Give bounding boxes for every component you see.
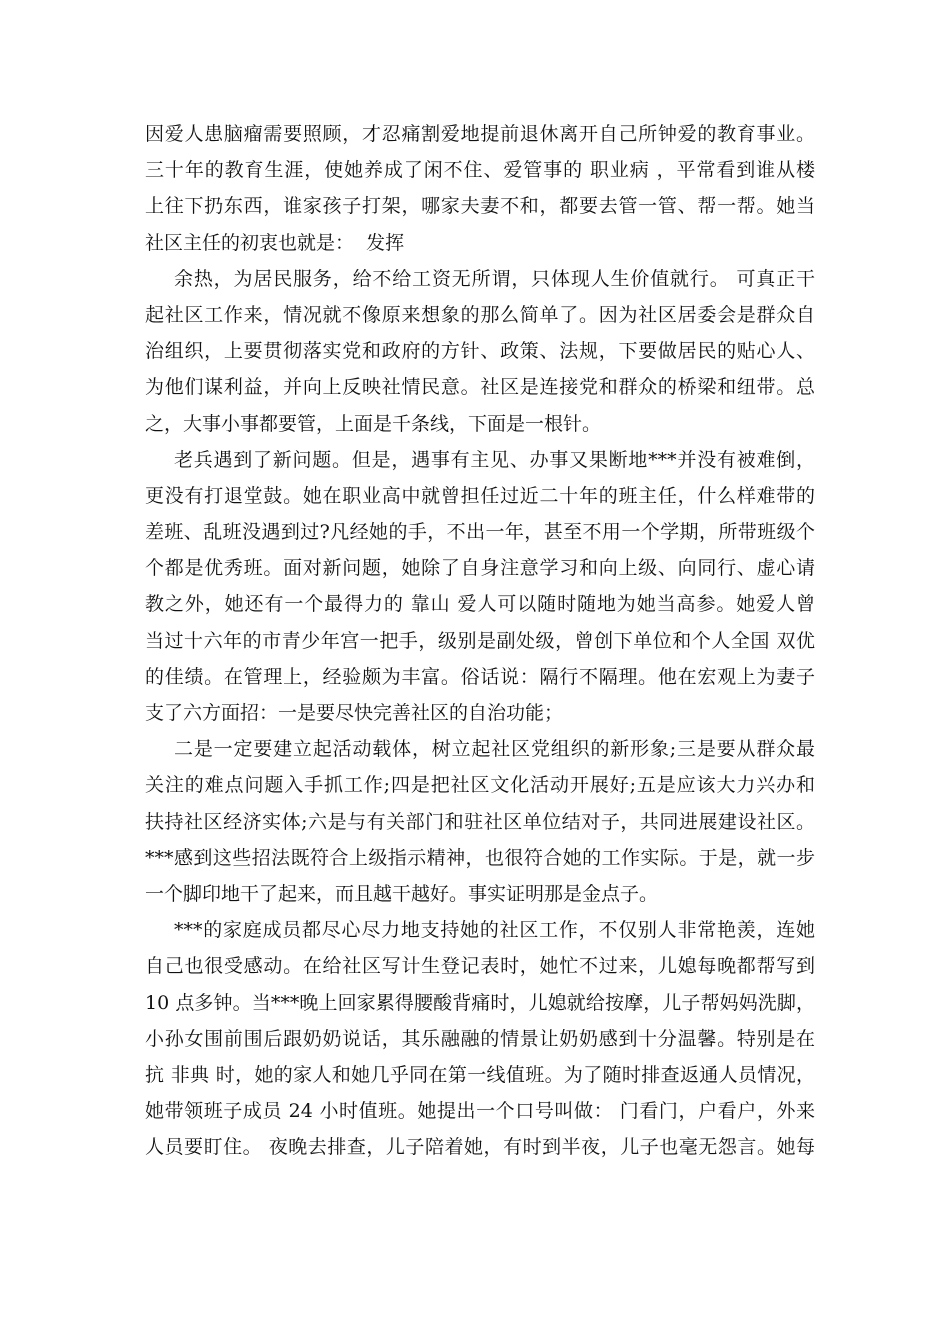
- text-line: 余热，为居民服务，给不给工资无所谓，只体现人生价值就行。 可真正干: [174, 267, 815, 290]
- text-line: 之，大事小事都要管，上面是千条线，下面是一根针。: [145, 412, 602, 435]
- text-line: 个都是优秀班。面对新问题，她除了自身注意学习和向上级、向同行、虚心请: [145, 557, 815, 580]
- text-line: 二是一定要建立起活动载体，树立起社区党组织的新形象;三是要从群众最: [174, 738, 815, 761]
- text-line: 社区主任的初衷也就是： 发挥: [145, 231, 405, 254]
- text-line: 三十年的教育生涯，使她养成了闲不住、爱管事的 职业病 ，平常看到谁从楼: [145, 159, 815, 182]
- text-line: 人员要盯住。 夜晚去排查，儿子陪着她，有时到半夜，儿子也毫无怨言。她每: [145, 1136, 815, 1159]
- text-line: 小孙女围前围后跟奶奶说话，其乐融融的情景让奶奶感到十分温馨。特别是在: [145, 1027, 815, 1050]
- text-line: 当过十六年的市青少年宫一把手，级别是副处级，曾创下单位和个人全国 双优: [145, 629, 815, 652]
- text-line: 的佳绩。在管理上，经验颇为丰富。俗话说：隔行不隔理。他在宏观上为妻子: [145, 665, 815, 688]
- text-line: 为他们谋利益，并向上反映社情民意。社区是连接党和群众的桥梁和纽带。总: [145, 376, 815, 399]
- text-line: 教之外，她还有一个最得力的 靠山 爱人可以随时随地为她当高参。她爱人曾: [145, 593, 815, 616]
- text-line: 一个脚印地干了起来，而且越干越好。事实证明那是金点子。: [145, 882, 659, 905]
- text-line: 10 点多钟。当***晚上回家累得腰酸背痛时，儿媳就给按摩，儿子帮妈妈洗脚，: [145, 991, 815, 1014]
- text-line: 自己也很受感动。在给社区写计生登记表时，她忙不过来，儿媳每晚都帮写到: [145, 955, 815, 978]
- text-line: 因爱人患脑瘤需要照顾，才忍痛割爱地提前退休离开自己所钟爱的教育事业。: [145, 123, 815, 145]
- text-line: 抗 非典 时，她的家人和她几乎同在第一线值班。为了随时排查返通人员情况，: [145, 1063, 815, 1086]
- text-line: 更没有打退堂鼓。她在职业高中就曾担任过近二十年的班主任，什么样难带的: [145, 484, 815, 507]
- text-line: 上往下扔东西，谁家孩子打架，哪家夫妻不和，都要去管一管、帮一帮。她当: [145, 195, 815, 218]
- text-line: ***的家庭成员都尽心尽力地支持她的社区工作，不仅别人非常艳羡，连她: [174, 919, 815, 942]
- text-line: 她带领班子成员 24 小时值班。她提出一个口号叫做： 门看门，户看户，外来: [145, 1100, 815, 1123]
- text-line: 扶持社区经济实体;六是与有关部门和驻社区单位结对子，共同进展建设社区。: [145, 810, 815, 833]
- text-line: 差班、乱班没遇到过?凡经她的手，不出一年，甚至不用一个学期，所带班级个: [145, 521, 815, 544]
- text-line: 起社区工作来，情况就不像原来想象的那么简单了。因为社区居委会是群众自: [145, 303, 815, 326]
- text-line: 关注的难点问题入手抓工作;四是把社区文化活动开展好;五是应该大力兴办和: [145, 774, 815, 797]
- text-line: ***感到这些招法既符合上级指示精神，也很符合她的工作实际。于是，就一步: [145, 846, 815, 869]
- document-body: [145, 116, 815, 1165]
- text-line: 老兵遇到了新问题。但是，遇事有主见、办事又果断地***并没有被难倒，: [174, 448, 815, 471]
- text-line: 治组织，上要贯彻落实党和政府的方针、政策、法规，下要做居民的贴心人、: [145, 340, 815, 363]
- text-line: 支了六方面招：一是要尽快完善社区的自治功能；: [145, 702, 564, 724]
